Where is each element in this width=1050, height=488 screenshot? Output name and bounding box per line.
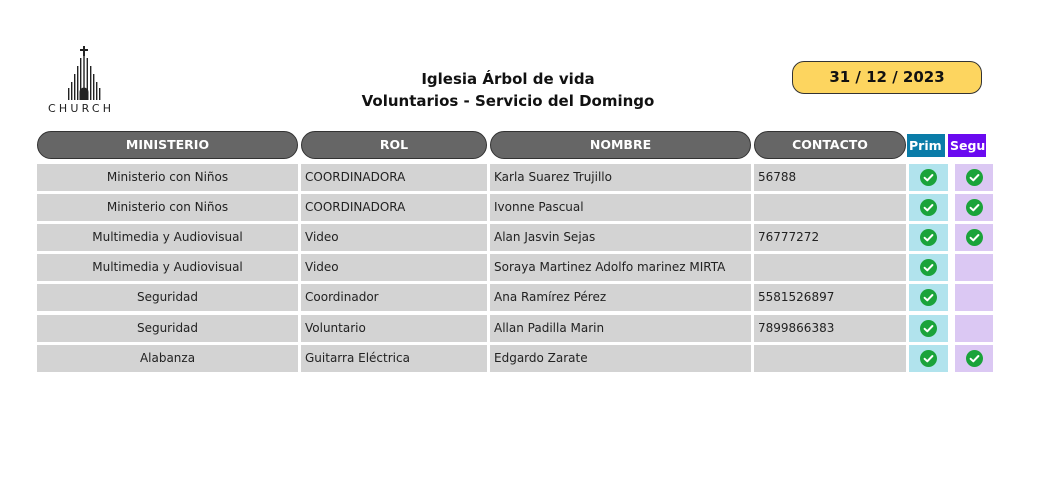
cell-ministerio: Alabanza bbox=[37, 345, 298, 372]
cell-nombre: Ivonne Pascual bbox=[490, 194, 751, 221]
cell-rol: Voluntario bbox=[301, 315, 487, 342]
column-header-rol: ROL bbox=[301, 131, 487, 159]
column-header-segundo: Segu bbox=[948, 134, 986, 157]
cell-primer-servicio bbox=[909, 284, 948, 311]
cell-segundo-servicio bbox=[955, 164, 993, 191]
column-header-primer: Prim bbox=[907, 134, 945, 157]
cell-rol: Coordinador bbox=[301, 284, 487, 311]
check-circle-icon bbox=[966, 350, 983, 367]
check-circle-icon bbox=[920, 259, 937, 276]
cell-segundo-servicio bbox=[955, 254, 993, 281]
cell-segundo-servicio bbox=[955, 194, 993, 221]
cell-contacto bbox=[754, 345, 906, 372]
check-circle-icon bbox=[966, 169, 983, 186]
cell-contacto: 5581526897 bbox=[754, 284, 906, 311]
cell-primer-servicio bbox=[909, 315, 948, 342]
check-circle-icon bbox=[920, 350, 937, 367]
cell-nombre: Soraya Martinez Adolfo marinez MIRTA bbox=[490, 254, 751, 281]
cell-ministerio: Seguridad bbox=[37, 284, 298, 311]
check-circle-icon bbox=[920, 289, 937, 306]
logo-text: CHURCH bbox=[48, 102, 115, 115]
cell-contacto bbox=[754, 254, 906, 281]
cell-nombre: Karla Suarez Trujillo bbox=[490, 164, 751, 191]
table-row bbox=[0, 315, 1050, 342]
cell-segundo-servicio bbox=[955, 284, 993, 311]
column-header-contacto: CONTACTO bbox=[754, 131, 906, 159]
page-title-block bbox=[300, 68, 716, 112]
cell-contacto: 7899866383 bbox=[754, 315, 906, 342]
table-row bbox=[0, 284, 1050, 311]
cell-ministerio: Multimedia y Audiovisual bbox=[37, 224, 298, 251]
cell-rol: COORDINADORA bbox=[301, 164, 487, 191]
cell-primer-servicio bbox=[909, 224, 948, 251]
cell-ministerio: Ministerio con Niños bbox=[37, 164, 298, 191]
cell-primer-servicio bbox=[909, 345, 948, 372]
cell-primer-servicio bbox=[909, 194, 948, 221]
cell-segundo-servicio bbox=[955, 315, 993, 342]
table-row bbox=[0, 164, 1050, 191]
check-circle-icon bbox=[920, 229, 937, 246]
column-header-ministerio: MINISTERIO bbox=[37, 131, 298, 159]
table-row bbox=[0, 224, 1050, 251]
cell-rol: COORDINADORA bbox=[301, 194, 487, 221]
cell-nombre: Edgardo Zarate bbox=[490, 345, 751, 372]
table-row bbox=[0, 254, 1050, 281]
column-header-nombre: NOMBRE bbox=[490, 131, 751, 159]
table-row bbox=[0, 345, 1050, 372]
cell-rol: Video bbox=[301, 224, 487, 251]
date-badge: 31 / 12 / 2023 bbox=[792, 61, 982, 94]
cell-segundo-servicio bbox=[955, 345, 993, 372]
church-logo bbox=[46, 46, 122, 116]
cell-contacto: 76777272 bbox=[754, 224, 906, 251]
cell-rol: Video bbox=[301, 254, 487, 281]
cell-segundo-servicio bbox=[955, 224, 993, 251]
cell-contacto bbox=[754, 194, 906, 221]
page-subtitle: Voluntarios - Servicio del Domingo bbox=[361, 92, 655, 110]
cell-ministerio: Seguridad bbox=[37, 315, 298, 342]
check-circle-icon bbox=[966, 229, 983, 246]
check-circle-icon bbox=[920, 199, 937, 216]
cell-nombre: Alan Jasvin Sejas bbox=[490, 224, 751, 251]
cell-ministerio: Ministerio con Niños bbox=[37, 194, 298, 221]
check-circle-icon bbox=[920, 320, 937, 337]
cell-primer-servicio bbox=[909, 254, 948, 281]
cell-primer-servicio bbox=[909, 164, 948, 191]
cell-ministerio: Multimedia y Audiovisual bbox=[37, 254, 298, 281]
page-title: Iglesia Árbol de vida bbox=[421, 70, 595, 88]
church-building-icon bbox=[60, 46, 108, 102]
check-circle-icon bbox=[966, 199, 983, 216]
cell-contacto: 56788 bbox=[754, 164, 906, 191]
table-row bbox=[0, 194, 1050, 221]
cell-rol: Guitarra Eléctrica bbox=[301, 345, 487, 372]
cell-nombre: Ana Ramírez Pérez bbox=[490, 284, 751, 311]
cell-nombre: Allan Padilla Marin bbox=[490, 315, 751, 342]
check-circle-icon bbox=[920, 169, 937, 186]
